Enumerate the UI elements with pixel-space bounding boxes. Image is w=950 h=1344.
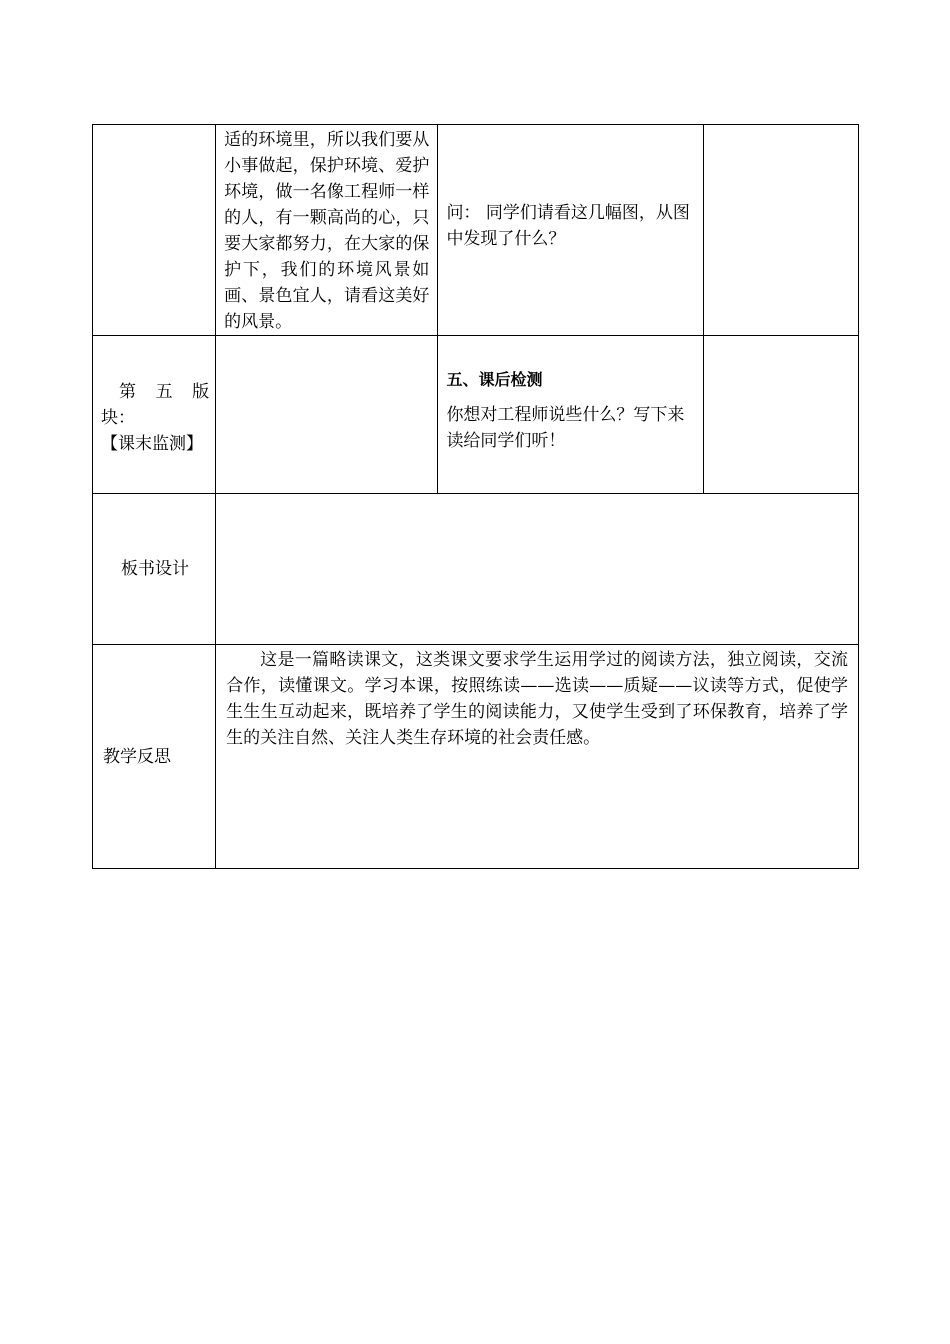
board-design-content bbox=[216, 494, 859, 645]
table-row bbox=[93, 336, 859, 494]
narrative-text: 适的环境里，所以我们要从小事做起，保护环境、爱护环境，做一名像工程师一样的人，有一颗高尚的心，只要大家都努力，在大家的保护下，我们的环境风景如画、景色宜人，请看这美好的风景。 bbox=[224, 130, 430, 332]
section-label bbox=[93, 336, 215, 457]
reflection-text: 这是一篇略读课文，这类课文要求学生运用学过的阅读方法，独立阅读，交流合作，读懂课文。学习本课，按照练读——选读——质疑——议读等方式，促使学生生生互动起来，既培养了学生的阅读能力，又使学生受到了环保教育，培养了学生的关注自然、关注人类生存环境的社会责任感。 bbox=[226, 650, 848, 748]
narrative-cell bbox=[216, 125, 438, 336]
table-row bbox=[93, 645, 859, 869]
section-title: 五、课后检测 bbox=[446, 370, 543, 389]
teacher-cell-empty bbox=[216, 336, 438, 494]
test-cell bbox=[438, 336, 703, 494]
reflection-content bbox=[216, 645, 859, 869]
section-label-line2: 块： bbox=[101, 408, 135, 428]
section-label-line1: 第五版 bbox=[119, 382, 210, 402]
reflection-label: 教学反思 bbox=[93, 645, 216, 869]
notes-cell-empty bbox=[703, 336, 858, 494]
question-text: 问： 同学们请看这几幅图，从图中发现了什么？ bbox=[446, 203, 690, 249]
notes-cell-empty bbox=[703, 125, 858, 336]
table-row bbox=[93, 125, 859, 336]
label-cell-empty bbox=[93, 125, 216, 336]
table-row bbox=[93, 494, 859, 645]
question-cell bbox=[438, 125, 703, 336]
section-body: 你想对工程师说些什么？写下来读给同学们听！ bbox=[446, 405, 685, 451]
board-design-label: 板书设计 bbox=[93, 494, 216, 645]
lesson-plan-table bbox=[92, 124, 859, 869]
section-label-cell bbox=[93, 336, 216, 494]
section-label-line3: 【课末监测】 bbox=[101, 434, 203, 454]
